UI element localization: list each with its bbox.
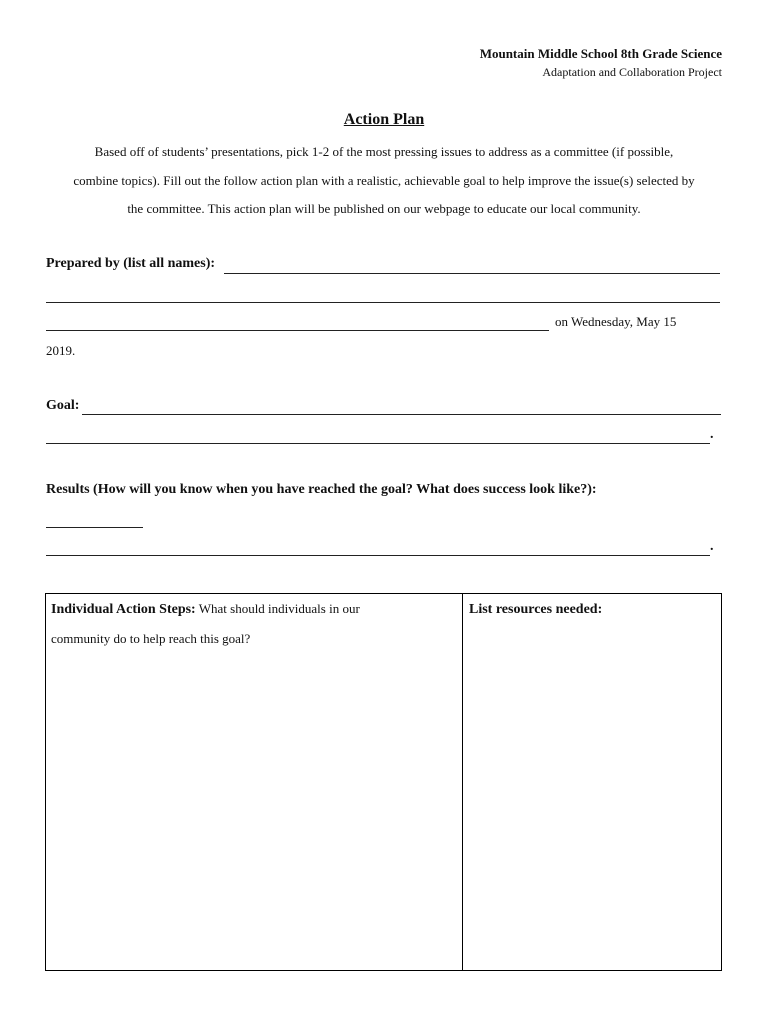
table-column-divider bbox=[462, 593, 463, 971]
goal-blank-2[interactable] bbox=[46, 442, 710, 444]
prepared-by-blank-2[interactable] bbox=[46, 301, 720, 303]
individual-action-steps-heading: Individual Action Steps: bbox=[51, 602, 196, 617]
school-name: Mountain Middle School 8th Grade Science bbox=[479, 46, 722, 61]
project-name: Adaptation and Collaboration Project bbox=[542, 65, 722, 79]
resources-needed-heading: List resources needed: bbox=[469, 602, 603, 617]
individual-action-steps-cell[interactable] bbox=[51, 594, 396, 653]
goal-label: Goal: bbox=[46, 398, 80, 413]
prepared-date-text: on Wednesday, May 15 bbox=[555, 314, 677, 329]
results-end-period: . bbox=[710, 539, 714, 554]
intro-line-1: Based off of students’ presentations, pick 1-2 of the most pressing issues to address as a committee (if possible, bbox=[94, 144, 674, 159]
page-title: Action Plan bbox=[343, 111, 425, 128]
prepared-year-text: 2019. bbox=[46, 343, 76, 358]
prepared-by-label: Prepared by (list all names): bbox=[46, 256, 216, 271]
goal-end-period: . bbox=[710, 427, 714, 442]
resources-needed-cell[interactable] bbox=[469, 594, 714, 624]
results-blank-2[interactable] bbox=[46, 554, 710, 556]
prepared-by-blank-3[interactable] bbox=[46, 329, 549, 331]
individual-action-steps-prompt: What should individuals in our community do to help reach this goal? bbox=[51, 601, 360, 646]
intro-line-3: the committee. This action plan will be published on our webpage to educate our local community. bbox=[127, 201, 641, 216]
prepared-by-blank-1[interactable] bbox=[224, 272, 720, 274]
goal-blank-1[interactable] bbox=[82, 413, 721, 415]
results-label: Results (How will you know when you have reached the goal? What does success look like?): bbox=[46, 482, 597, 497]
results-blank-1[interactable] bbox=[46, 526, 143, 528]
intro-line-2: combine topics). Fill out the follow action plan with a realistic, achievable goal to help improve the issue(s) selected by bbox=[73, 173, 695, 188]
